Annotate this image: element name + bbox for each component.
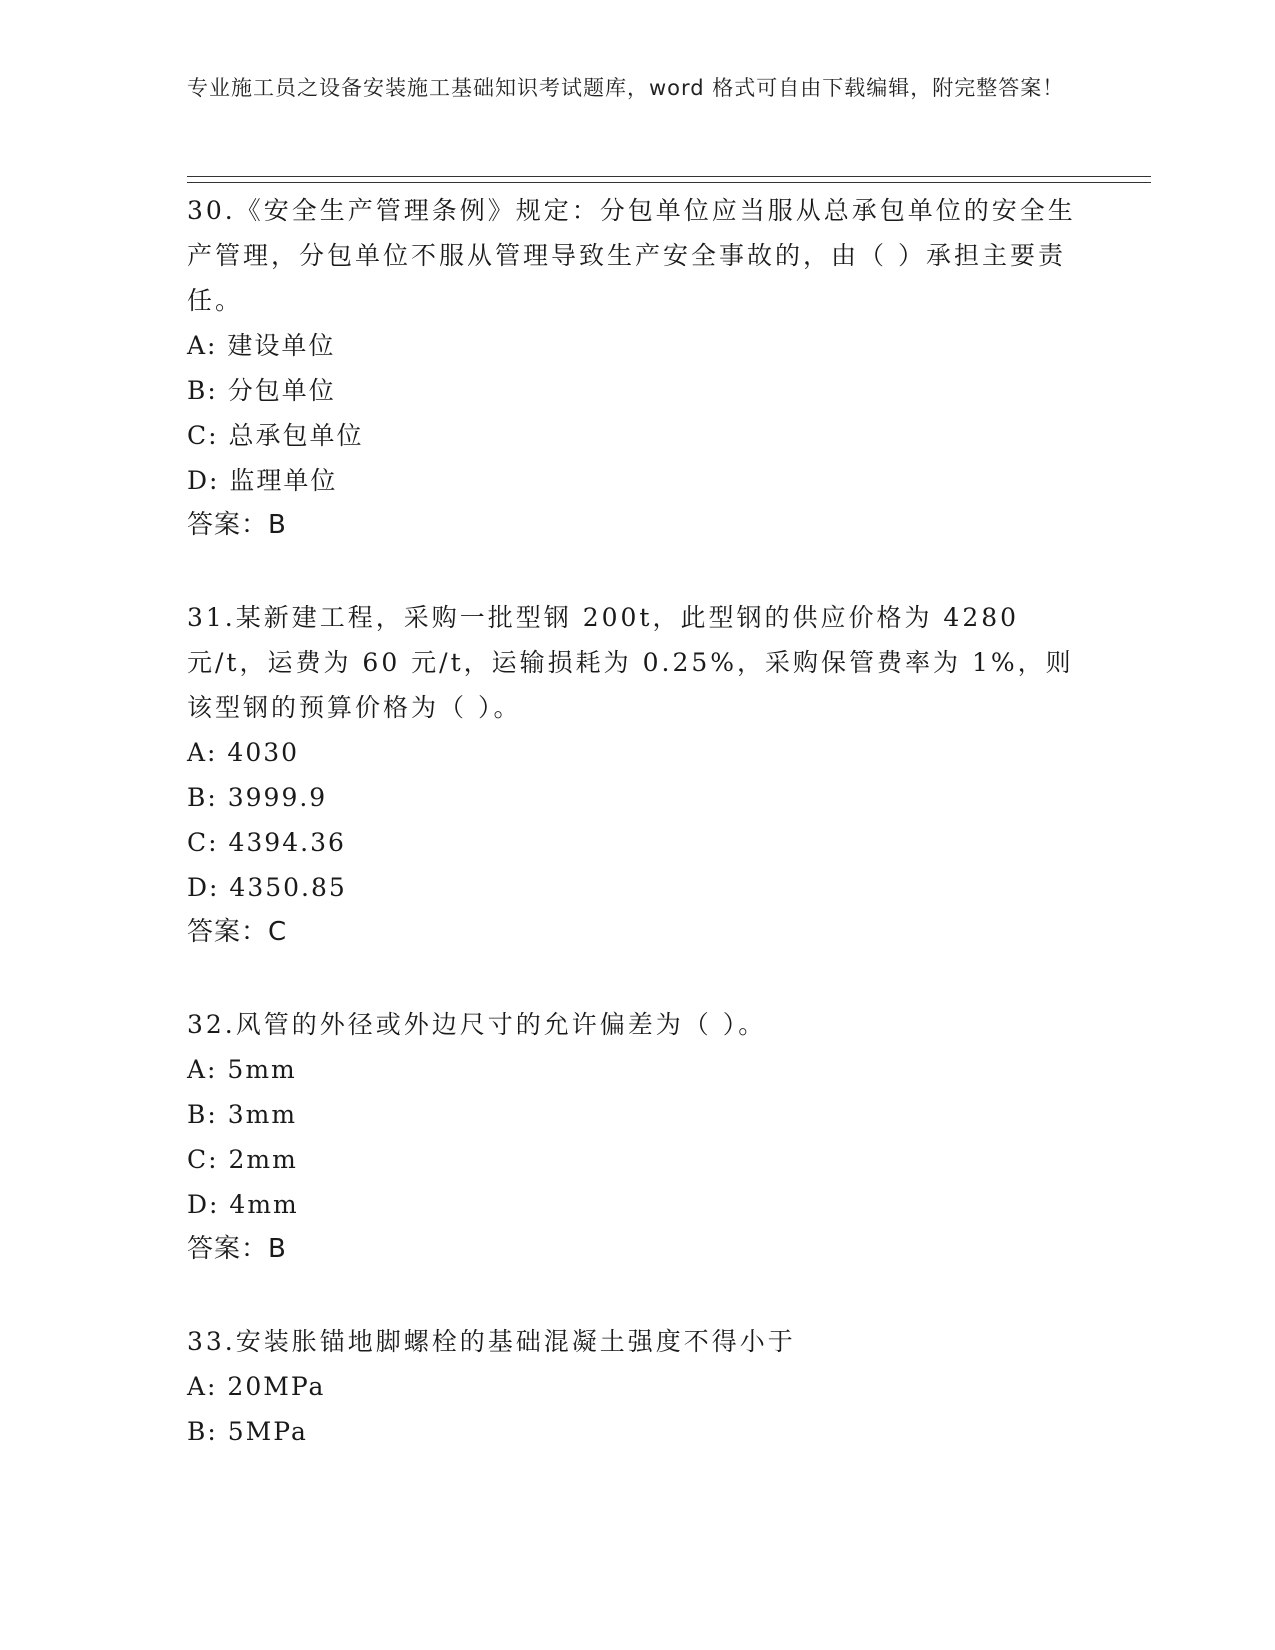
question-text: 33.安装胀锚地脚螺栓的基础混凝土强度不得小于 — [187, 1327, 796, 1356]
question-list — [187, 188, 1087, 1454]
header-divider-bottom — [187, 182, 1151, 183]
question-text: 32.风管的外径或外边尺寸的允许偏差为（ ）。 — [187, 1010, 767, 1039]
option-d: D: 4mm — [187, 1190, 299, 1219]
question-33 — [187, 1319, 1087, 1454]
option-c: C: 4394.36 — [187, 828, 346, 857]
option-a: A: 20MPa — [187, 1372, 326, 1401]
answer: 答案：B — [187, 1234, 287, 1264]
option-b: B: 3999.9 — [187, 783, 328, 812]
option-b: B: 3mm — [187, 1100, 298, 1129]
question-30 — [187, 188, 1087, 548]
document-header: 专业施工员之设备安装施工基础知识考试题库，word 格式可自由下载编辑，附完整答案！ — [187, 76, 1065, 100]
question-text: 30.《安全生产管理条例》规定：分包单位应当服从总承包单位的安全生产管理，分包单位不服从管理导致生产安全事故的，由（ ）承担主要责任。 — [187, 196, 1076, 315]
answer: 答案：C — [187, 917, 288, 947]
option-a: A: 5mm — [187, 1055, 297, 1084]
option-a: A: 建设单位 — [187, 331, 336, 360]
question-32 — [187, 1002, 1087, 1272]
option-b: B: 分包单位 — [187, 376, 336, 405]
option-a: A: 4030 — [187, 738, 300, 767]
option-c: C: 2mm — [187, 1145, 298, 1174]
option-b: B: 5MPa — [187, 1417, 308, 1446]
option-d: D: 监理单位 — [187, 466, 338, 495]
header-divider-top — [187, 176, 1151, 177]
answer: 答案：B — [187, 510, 287, 540]
option-d: D: 4350.85 — [187, 873, 347, 902]
option-c: C: 总承包单位 — [187, 421, 364, 450]
question-text: 31.某新建工程，采购一批型钢 200t，此型钢的供应价格为 4280 元/t，运费为 60 元/t，运输损耗为 0.25%，采购保管费率为 1%，则该型钢的预算价格为（ ）。 — [187, 603, 1074, 722]
question-31 — [187, 595, 1087, 955]
